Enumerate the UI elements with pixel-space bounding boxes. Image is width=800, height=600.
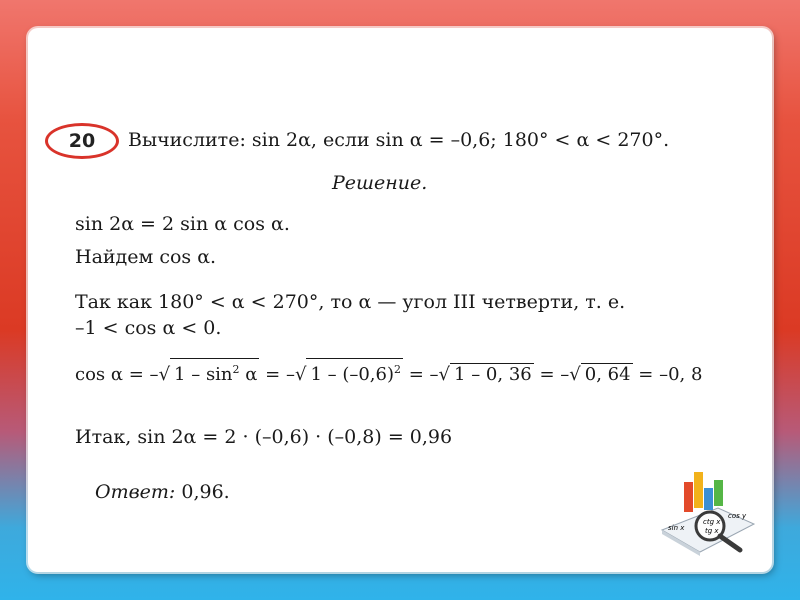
radicand-1-tail: α bbox=[239, 364, 258, 385]
cos-formula bbox=[75, 358, 702, 387]
radical-4 bbox=[569, 363, 632, 387]
logo-label-sin: sin x bbox=[668, 524, 685, 532]
step-quadrant: Так как 180° < α < 270°, то α — угол III четверти, т. е. bbox=[75, 291, 626, 313]
problem-number: 20 bbox=[68, 130, 96, 152]
formula-part-1: cos α = – bbox=[75, 364, 159, 385]
formula-part-3: = – bbox=[403, 364, 439, 385]
solution-heading: Решение. bbox=[332, 172, 428, 194]
radicand-2-exponent: 2 bbox=[394, 363, 402, 376]
radicand-1: 1 – sin bbox=[174, 364, 233, 385]
answer-value: 0,96. bbox=[181, 481, 230, 503]
step-double-angle: sin 2α = 2 sin α cos α. bbox=[75, 213, 290, 235]
radical-1 bbox=[159, 358, 260, 387]
radicand-2: 1 – (–0,6) bbox=[310, 364, 395, 385]
logo-label-cos: cos y bbox=[728, 512, 747, 520]
radicand-1-exponent: 2 bbox=[232, 363, 240, 376]
radical-3 bbox=[439, 363, 534, 387]
radicand-3: 1 – 0, 36 bbox=[454, 364, 532, 385]
answer-line bbox=[95, 480, 230, 504]
sqrt-sign: √ bbox=[569, 364, 581, 385]
step-find-cos: Найдем cos α. bbox=[75, 246, 217, 268]
sqrt-sign: √ bbox=[294, 364, 307, 385]
radical-2 bbox=[295, 358, 403, 387]
formula-part-2: = – bbox=[259, 364, 295, 385]
logo-label-tg: tg x bbox=[705, 527, 719, 535]
radicand-4: 0, 64 bbox=[584, 364, 631, 385]
step-conclusion: Итак, sin 2α = 2 · (–0,6) · (–0,8) = 0,96 bbox=[75, 426, 453, 448]
sqrt-sign: √ bbox=[158, 364, 171, 385]
trigonometry-logo-icon bbox=[656, 468, 756, 556]
problem-number-badge bbox=[45, 123, 119, 159]
formula-result: = –0, 8 bbox=[632, 364, 703, 385]
step-cos-range: –1 < cos α < 0. bbox=[75, 317, 222, 339]
answer-label: Ответ: bbox=[95, 481, 176, 503]
sqrt-sign: √ bbox=[438, 364, 451, 385]
logo-label-ctg: ctg x bbox=[703, 518, 721, 526]
formula-part-4: = – bbox=[533, 364, 570, 385]
problem-statement: Вычислите: sin 2α, если sin α = –0,6; 180° < α < 270°. bbox=[128, 129, 670, 151]
